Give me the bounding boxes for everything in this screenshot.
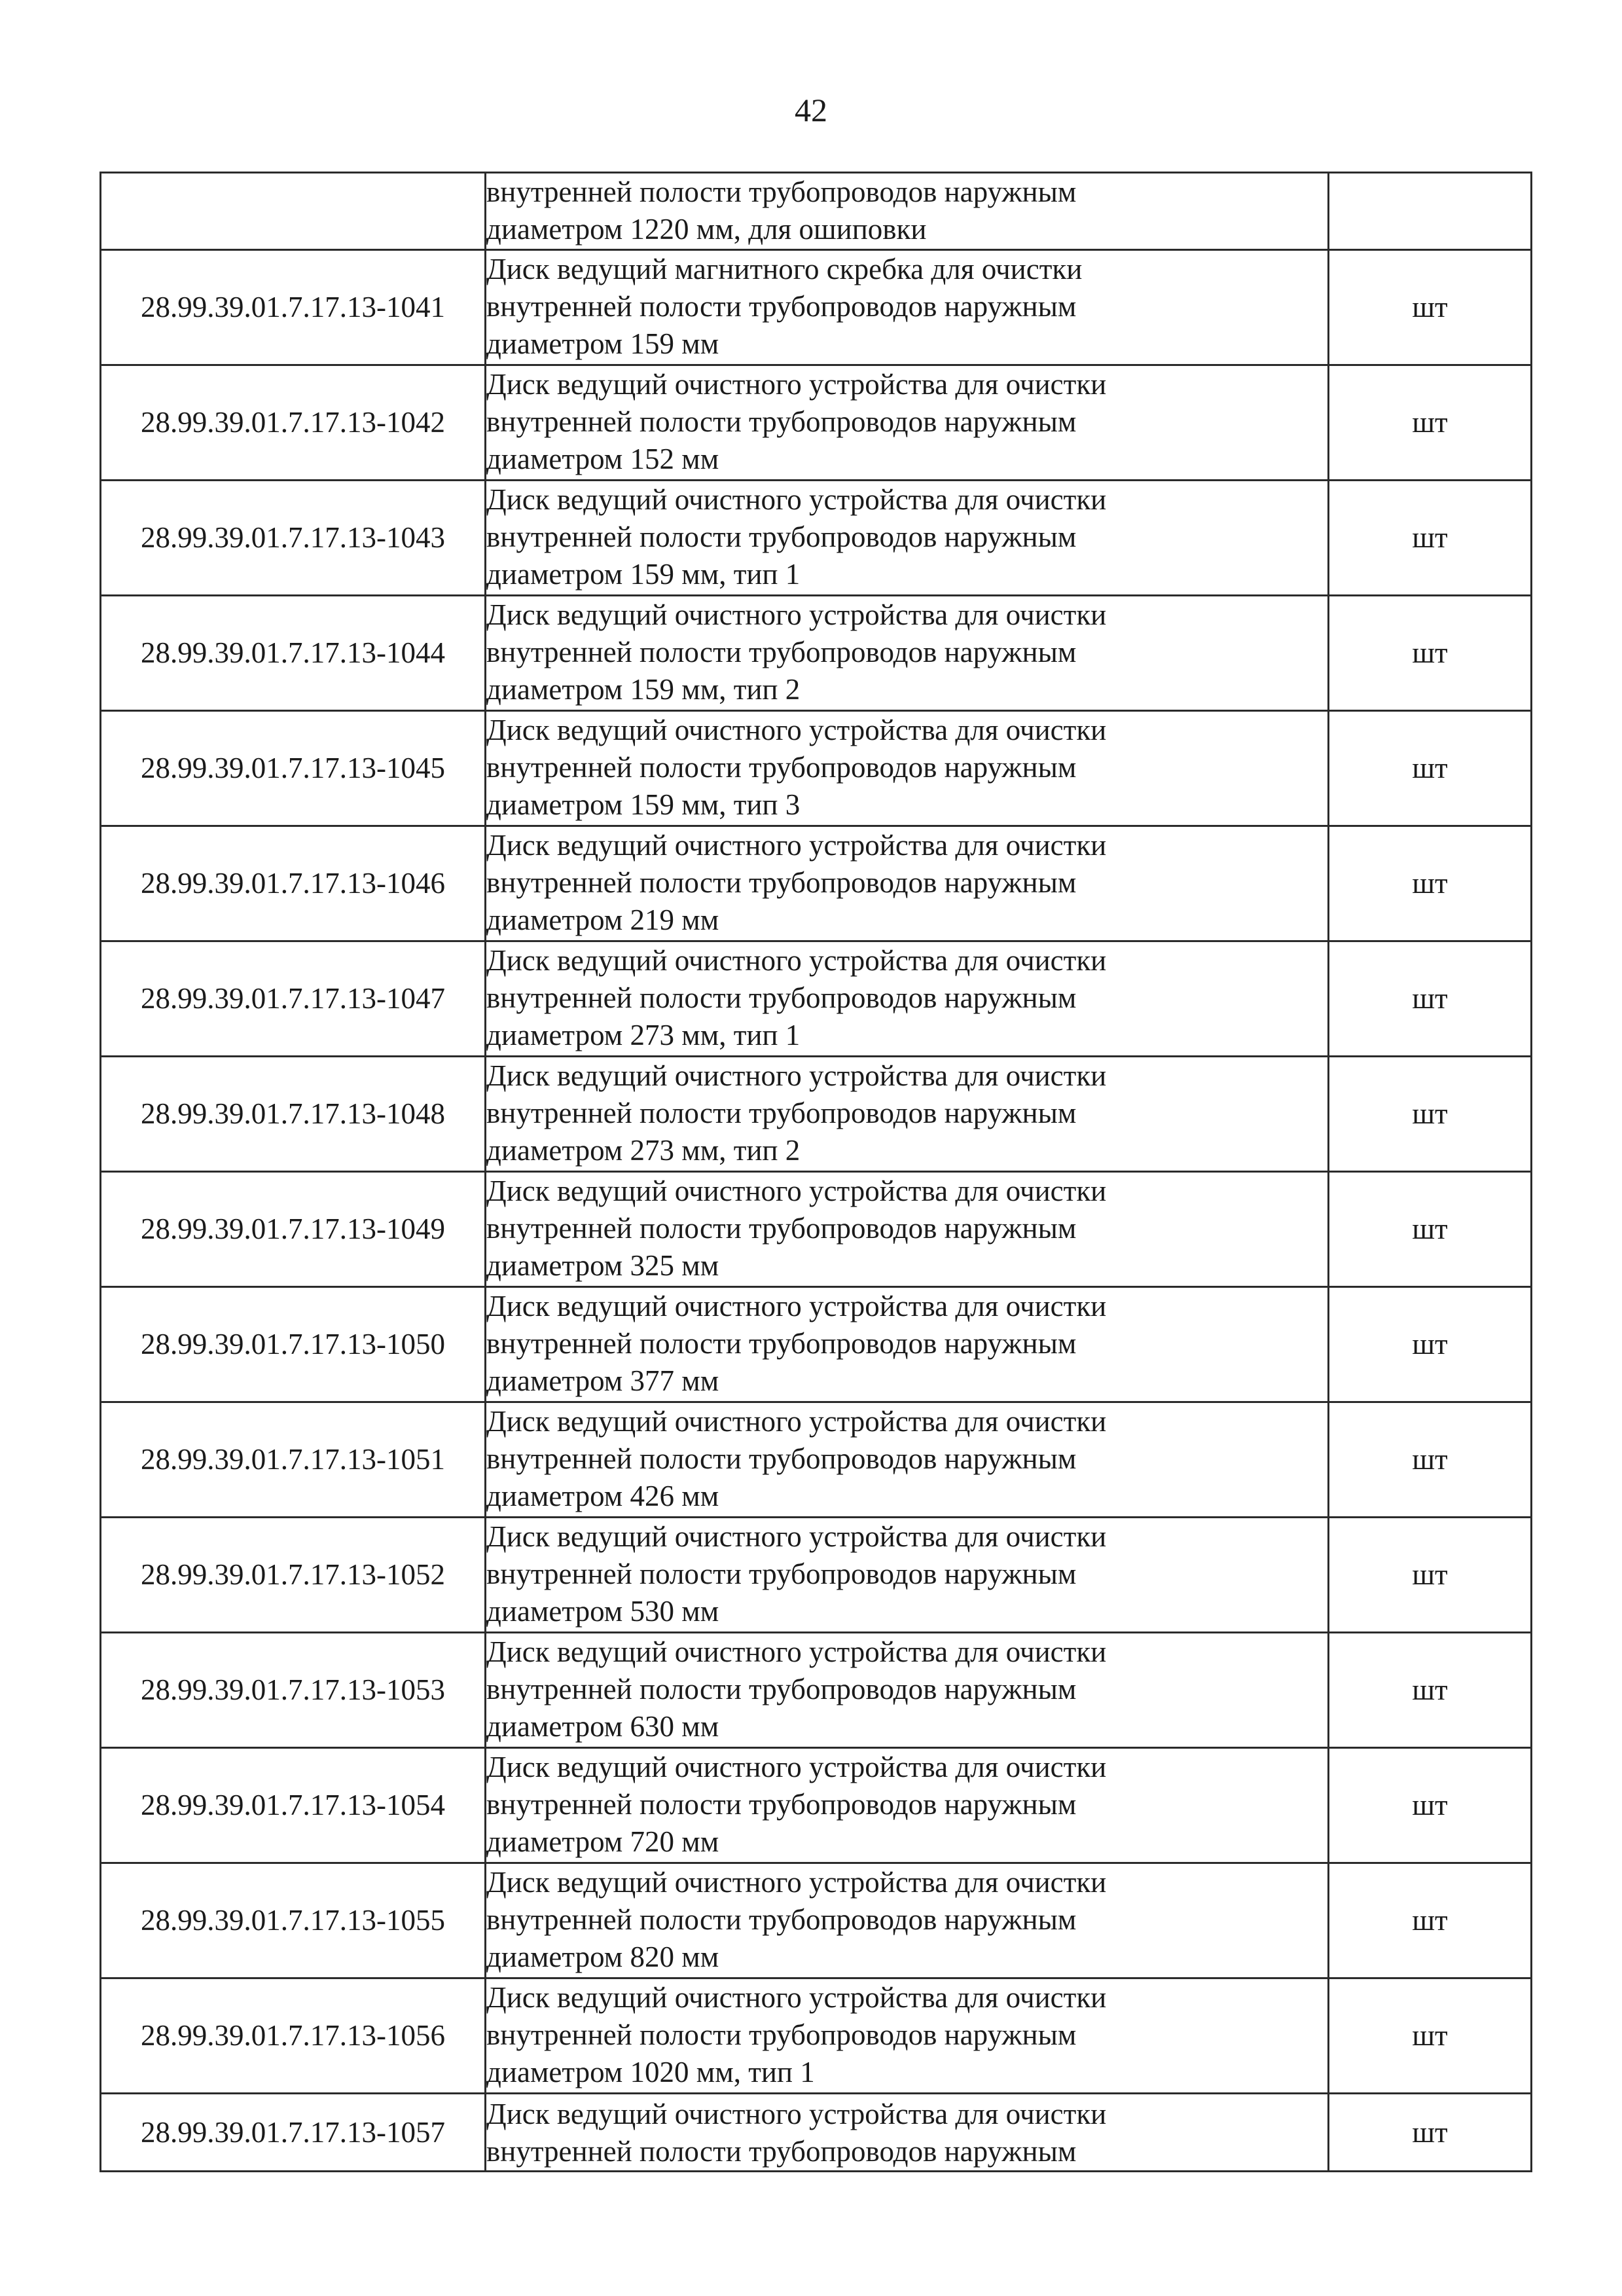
item-code-cell: 28.99.39.01.7.17.13-1044 [101,596,486,711]
description-line: диаметром 159 мм, тип 1 [486,558,801,591]
table-row [101,1172,1532,1287]
description-line: диаметром 273 мм, тип 1 [486,1019,801,1051]
item-description-cell [486,250,1329,365]
description-line: внутренней полости трубопроводов наружным [486,405,1077,438]
description-line: внутренней полости трубопроводов наружным [486,1673,1077,1705]
item-description-cell [486,941,1329,1057]
table-row [101,173,1532,250]
unit-cell: шт [1329,1863,1532,1978]
description-line: диаметром 426 мм [486,1480,719,1512]
description-line: Диск ведущий очистного устройства для очистки [486,368,1107,401]
description-line: Диск ведущий очистного устройства для очистки [486,829,1107,862]
description-line: внутренней полости трубопроводов наружным [486,1212,1077,1245]
description-line: Диск ведущий очистного устройства для очистки [486,944,1107,977]
description-line: Диск ведущий очистного устройства для очистки [486,1866,1107,1899]
table-row [101,1057,1532,1172]
description-line: Диск ведущий очистного устройства для очистки [486,1175,1107,1207]
description-line: внутренней полости трубопроводов наружным [486,866,1077,899]
item-code-cell: 28.99.39.01.7.17.13-1053 [101,1633,486,1748]
table-row [101,481,1532,596]
table-row [101,941,1532,1057]
table-row [101,365,1532,481]
item-code-cell: 28.99.39.01.7.17.13-1050 [101,1287,486,1402]
description-line: диаметром 820 мм [486,1941,719,1973]
item-code-cell: 28.99.39.01.7.17.13-1048 [101,1057,486,1172]
unit-cell [1329,173,1532,250]
description-line: диаметром 325 мм [486,1249,719,1282]
item-description-cell [486,1287,1329,1402]
description-line: внутренней полости трубопроводов наружным [486,1327,1077,1360]
item-code-cell: 28.99.39.01.7.17.13-1055 [101,1863,486,1978]
description-line: диаметром 720 мм [486,1825,719,1858]
item-description-cell [486,2094,1329,2172]
description-line: диаметром 530 мм [486,1595,719,1628]
description-line: Диск ведущий очистного устройства для очистки [486,1751,1107,1783]
description-line: диаметром 219 мм [486,903,719,936]
item-code-cell: 28.99.39.01.7.17.13-1049 [101,1172,486,1287]
item-code-cell: 28.99.39.01.7.17.13-1051 [101,1402,486,1518]
description-line: диаметром 152 мм [486,443,719,475]
item-code-cell: 28.99.39.01.7.17.13-1042 [101,365,486,481]
description-line: внутренней полости трубопроводов наружным [486,1442,1077,1475]
item-description-cell [486,1863,1329,1978]
item-code-cell: 28.99.39.01.7.17.13-1046 [101,826,486,941]
table-row [101,826,1532,941]
item-code-cell: 28.99.39.01.7.17.13-1043 [101,481,486,596]
description-line: Диск ведущий очистного устройства для очистки [486,1981,1107,2014]
description-line: диаметром 273 мм, тип 2 [486,1134,801,1167]
description-line: диаметром 1220 мм, для ошиповки [486,213,927,246]
unit-cell: шт [1329,596,1532,711]
description-line: внутренней полости трубопроводов наружным [486,1558,1077,1590]
item-code-cell: 28.99.39.01.7.17.13-1047 [101,941,486,1057]
unit-cell: шт [1329,365,1532,481]
unit-cell: шт [1329,250,1532,365]
description-line: Диск ведущий очистного устройства для очистки [486,1635,1107,1668]
item-code-cell: 28.99.39.01.7.17.13-1056 [101,1978,486,2094]
item-description-cell [486,711,1329,826]
table-row [101,250,1532,365]
unit-cell: шт [1329,941,1532,1057]
description-line: внутренней полости трубопроводов наружным [486,981,1077,1014]
item-code-cell: 28.99.39.01.7.17.13-1045 [101,711,486,826]
unit-cell: шт [1329,1978,1532,2094]
item-description-cell [486,1057,1329,1172]
description-line: внутренней полости трубопроводов наружным [486,2135,1077,2168]
description-line: диаметром 159 мм, тип 2 [486,673,801,706]
description-line: внутренней полости трубопроводов наружным [486,2018,1077,2051]
table-row [101,1402,1532,1518]
item-description-cell [486,1748,1329,1863]
unit-cell: шт [1329,1748,1532,1863]
table-row [101,1633,1532,1748]
description-line: Диск ведущий магнитного скребка для очистки [486,253,1083,285]
unit-cell: шт [1329,1172,1532,1287]
description-line: Диск ведущий очистного устройства для очистки [486,598,1107,631]
description-line: диаметром 159 мм, тип 3 [486,788,801,821]
table-body [101,173,1532,2172]
item-code-cell: 28.99.39.01.7.17.13-1054 [101,1748,486,1863]
item-description-cell [486,365,1329,481]
description-line: внутренней полости трубопроводов наружным [486,1097,1077,1129]
item-description-cell [486,596,1329,711]
table-row [101,596,1532,711]
unit-cell: шт [1329,1518,1532,1633]
table-row [101,1978,1532,2094]
unit-cell: шт [1329,711,1532,826]
description-line: внутренней полости трубопроводов наружным [486,636,1077,668]
description-line: внутренней полости трубопроводов наружным [486,751,1077,784]
description-line: Диск ведущий очистного устройства для очистки [486,1290,1107,1322]
item-description-cell [486,1172,1329,1287]
table-row [101,1287,1532,1402]
unit-cell: шт [1329,1287,1532,1402]
item-code-cell: 28.99.39.01.7.17.13-1057 [101,2094,486,2172]
description-line: Диск ведущий очистного устройства для очистки [486,2098,1107,2130]
table-row [101,1518,1532,1633]
item-code-cell: 28.99.39.01.7.17.13-1052 [101,1518,486,1633]
unit-cell: шт [1329,826,1532,941]
item-description-cell [486,826,1329,941]
item-description-cell [486,1978,1329,2094]
page-number: 42 [795,92,827,128]
item-description-cell [486,1518,1329,1633]
table-row [101,1863,1532,1978]
description-line: Диск ведущий очистного устройства для очистки [486,1405,1107,1438]
description-line: Диск ведущий очистного устройства для очистки [486,714,1107,746]
item-code-cell: 28.99.39.01.7.17.13-1041 [101,250,486,365]
description-line: диаметром 159 мм [486,327,719,360]
unit-cell: шт [1329,481,1532,596]
description-line: внутренней полости трубопроводов наружным [486,290,1077,323]
item-description-cell [486,1633,1329,1748]
description-line: внутренней полости трубопроводов наружным [486,175,1077,208]
catalog-table [99,172,1532,2172]
table-row [101,2094,1532,2172]
table-row [101,711,1532,826]
item-code-cell [101,173,486,250]
description-line: Диск ведущий очистного устройства для очистки [486,1520,1107,1553]
item-description-cell [486,481,1329,596]
unit-cell: шт [1329,1402,1532,1518]
unit-cell: шт [1329,1633,1532,1748]
table-row [101,1748,1532,1863]
description-line: внутренней полости трубопроводов наружным [486,1788,1077,1821]
description-line: диаметром 630 мм [486,1710,719,1743]
description-line: внутренней полости трубопроводов наружным [486,520,1077,553]
item-description-cell [486,173,1329,250]
item-description-cell [486,1402,1329,1518]
unit-cell: шт [1329,2094,1532,2172]
description-line: диаметром 377 мм [486,1364,719,1397]
description-line: Диск ведущий очистного устройства для очистки [486,483,1107,516]
description-line: диаметром 1020 мм, тип 1 [486,2056,815,2088]
unit-cell: шт [1329,1057,1532,1172]
description-line: внутренней полости трубопроводов наружным [486,1903,1077,1936]
description-line: Диск ведущий очистного устройства для очистки [486,1059,1107,1092]
